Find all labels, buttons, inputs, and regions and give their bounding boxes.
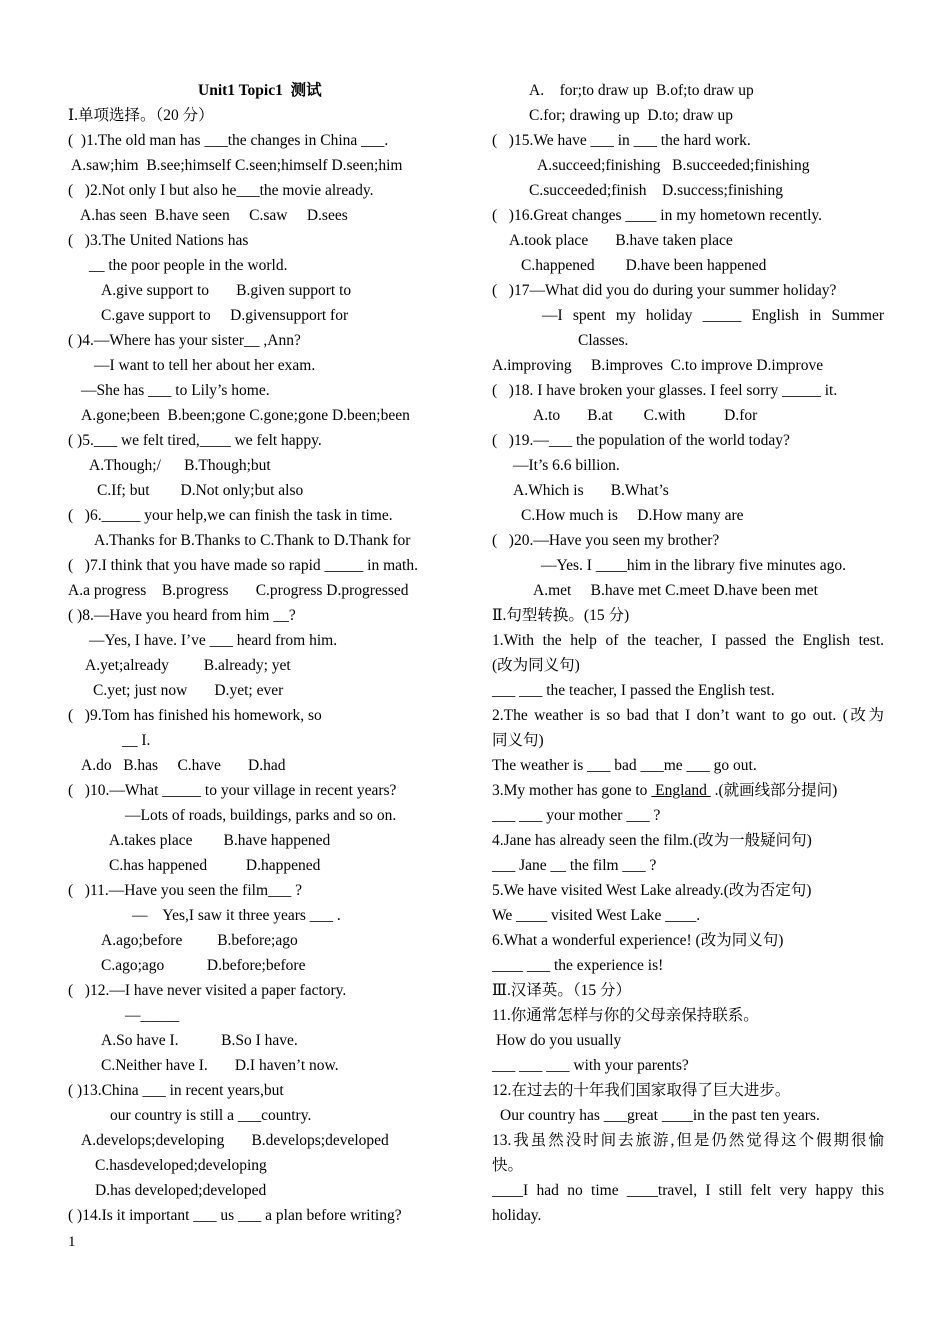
line-text: —Yes. I ____him in the library five minutes ago. (541, 557, 846, 574)
text-line (68, 728, 454, 753)
line-text: C.Neither have I. D.I haven’t now. (101, 1057, 339, 1074)
text-line (492, 628, 884, 653)
text-line (68, 853, 454, 878)
text-line (68, 928, 454, 953)
text-line (68, 1078, 454, 1103)
line-text: ( )7.I think that you have made so rapid _____ in math. (68, 557, 418, 574)
text-line (492, 878, 884, 903)
text-line (492, 903, 884, 928)
line-text: ( )5.___ we felt tired,____ we felt happy. (68, 432, 322, 449)
line-text: ____I had no time ____travel, I still felt very happy this (492, 1182, 884, 1199)
line-text: C.gave support to D.givensupport for (101, 307, 349, 324)
text-line (68, 528, 454, 553)
text-line (68, 1128, 454, 1153)
text-line (492, 653, 884, 678)
line-text: ( )14.Is it important ___ us ___ a plan before writing? (68, 1207, 402, 1224)
line-text: A.saw;him B.see;himself C.seen;himself D.seen;him (71, 157, 403, 174)
line-text: A. for;to draw up B.of;to draw up (529, 82, 754, 99)
text-line (68, 103, 454, 128)
line-text: A.improving B.improves C.to improve D.improve (492, 357, 824, 374)
line-text: —Lots of roads, buildings, parks and so on. (125, 807, 397, 824)
text-line (68, 278, 454, 303)
text-line (492, 803, 884, 828)
line-text: ____ ___ the experience is! (492, 957, 664, 974)
text-line (68, 903, 454, 928)
text-line (492, 1028, 884, 1053)
line-text: 同义句) (492, 732, 544, 749)
line-text: Unit1 Topic1 测试 (198, 82, 322, 99)
line-text: ( )2.Not only I but also he___the movie already. (68, 182, 374, 199)
line-text: A.do B.has C.have D.had (81, 757, 286, 774)
text-line (68, 703, 454, 728)
text-line (492, 1053, 884, 1078)
text-line (68, 803, 454, 828)
text-line (492, 953, 884, 978)
line-text: ( )12.—I have never visited a paper factory. (68, 982, 347, 999)
text-line (68, 953, 454, 978)
line-text: A.Which is B.What’s (513, 482, 669, 499)
line-text: our country is still a ___country. (110, 1107, 312, 1124)
text-line (68, 203, 454, 228)
text-line (68, 328, 454, 353)
line-text: A.to B.at C.with D.for (533, 407, 758, 424)
text-line (492, 853, 884, 878)
text-line (492, 328, 884, 353)
text-line (68, 178, 454, 203)
line-text: —Yes, I have. I’ve ___ heard from him. (89, 632, 338, 649)
text-line (68, 128, 454, 153)
text-line (68, 478, 454, 503)
line-text: A.So have I. B.So I have. (101, 1032, 298, 1049)
line-text: A.Thanks for B.Thanks to C.Thank to D.Thank for (94, 532, 411, 549)
text-line (492, 728, 884, 753)
text-line (492, 153, 884, 178)
text-line (492, 453, 884, 478)
line-text: ( )19.—___ the population of the world today? (492, 432, 790, 449)
line-text: ( )18. I have broken your glasses. I feel sorry _____ it. (492, 382, 838, 399)
line-text: Our country has ___great ____in the past ten years. (500, 1107, 820, 1124)
text-line (492, 403, 884, 428)
text-line (68, 428, 454, 453)
line-text: We ____ visited West Lake ____. (492, 907, 701, 924)
line-text: A.took place B.have taken place (509, 232, 733, 249)
line-text: ___ ___ ___ with your parents? (492, 1057, 689, 1074)
line-text: A.yet;already B.already; yet (85, 657, 291, 674)
text-line (492, 353, 884, 378)
text-line (68, 553, 454, 578)
line-text: 11.你通常怎样与你的父母亲保持联系。 (492, 1007, 759, 1024)
text-line (68, 1203, 454, 1228)
text-line (492, 1203, 884, 1228)
line-text: ___ Jane __ the film ___ ? (492, 857, 657, 874)
line-text: C.hasdeveloped;developing (95, 1157, 267, 1174)
right-column (492, 78, 884, 1228)
text-line (68, 253, 454, 278)
line-text: 3.My mother has gone to (492, 782, 652, 799)
line-text: 6.What a wonderful experience! (改为同义句) (492, 932, 784, 949)
line-text: 1.With the help of the teacher, I passed the English test. (492, 632, 884, 649)
line-text: A.succeed;finishing B.succeeded;finishing (537, 157, 810, 174)
line-text: C.for; drawing up D.to; draw up (529, 107, 734, 124)
line-text: __ the poor people in the world. (89, 257, 288, 274)
line-text: ___ ___ your mother ___ ? (492, 807, 661, 824)
text-line (68, 753, 454, 778)
text-line (492, 178, 884, 203)
text-line (492, 928, 884, 953)
text-line (68, 403, 454, 428)
line-text: C.ago;ago D.before;before (101, 957, 306, 974)
line-text: ( )4.—Where has your sister__ ,Ann? (68, 332, 301, 349)
underlined-answer: England (651, 782, 711, 799)
line-text: A.takes place B.have happened (109, 832, 331, 849)
line-text: ( )9.Tom has finished his homework, so (68, 707, 322, 724)
line-text: A.has seen B.have seen C.saw D.sees (80, 207, 348, 224)
line-text: __ I. (122, 732, 151, 749)
text-line (492, 103, 884, 128)
line-text: —_____ (125, 1007, 180, 1024)
line-text: holiday. (492, 1207, 542, 1224)
line-text: ( )11.—Have you seen the film___ ? (68, 882, 303, 899)
text-line (492, 78, 884, 103)
line-text: A.met B.have met C.meet D.have been met (533, 582, 818, 599)
text-line (68, 453, 454, 478)
text-line (492, 603, 884, 628)
line-text: ( )1.The old man has ___the changes in China ___. (68, 132, 389, 149)
text-line (492, 1003, 884, 1028)
text-line (492, 253, 884, 278)
text-line (492, 1103, 884, 1128)
text-line (68, 303, 454, 328)
text-line (492, 778, 884, 803)
page-number: 1 (68, 1234, 76, 1250)
left-column (68, 78, 454, 1228)
line-text: 快。 (492, 1157, 524, 1174)
line-text: ( )20.—Have you seen my brother? (492, 532, 720, 549)
text-line (68, 503, 454, 528)
line-text: 5.We have visited West Lake already.(改为否定句) (492, 882, 812, 899)
text-line (492, 228, 884, 253)
text-line (68, 828, 454, 853)
line-text: —She has ___ to Lily’s home. (81, 382, 270, 399)
text-line (68, 153, 454, 178)
text-line (492, 1178, 884, 1203)
text-line (492, 378, 884, 403)
text-line (68, 1103, 454, 1128)
line-text: ( )6._____ your help,we can finish the task in time. (68, 507, 393, 524)
text-line (492, 203, 884, 228)
text-line (492, 528, 884, 553)
line-text: 12.在过去的十年我们国家取得了巨大进步。 (492, 1082, 791, 1099)
text-line (492, 578, 884, 603)
line-text: C.If; but D.Not only;but also (97, 482, 304, 499)
line-text: A.develops;developing B.develops;developed (81, 1132, 389, 1149)
text-line (68, 1053, 454, 1078)
line-text: ( )10.—What _____ to your village in recent years? (68, 782, 397, 799)
text-line (68, 778, 454, 803)
line-text: 4.Jane has already seen the film.(改为一般疑问句) (492, 832, 812, 849)
line-text: C.yet; just now D.yet; ever (93, 682, 284, 699)
line-text: ( )16.Great changes ____ in my hometown recently. (492, 207, 822, 224)
text-line (492, 978, 884, 1003)
text-line (68, 78, 454, 103)
line-text: How do you usually (496, 1032, 622, 1049)
line-text: A.Though;/ B.Though;but (89, 457, 271, 474)
text-line (492, 128, 884, 153)
text-line (492, 1153, 884, 1178)
text-line (492, 678, 884, 703)
line-text: ( )15.We have ___ in ___ the hard work. (492, 132, 751, 149)
line-text: ( )13.China ___ in recent years,but (68, 1082, 284, 1099)
line-text: The weather is ___ bad ___me ___ go out. (492, 757, 757, 774)
line-text: C.succeeded;finish D.success;finishing (529, 182, 783, 199)
text-line (68, 978, 454, 1003)
line-text: Ⅰ.单项选择。（20 分） (68, 107, 214, 124)
line-text: Ⅲ.汉译英。（15 分） (492, 982, 631, 999)
text-line (492, 703, 884, 728)
text-line (68, 578, 454, 603)
text-line (492, 1078, 884, 1103)
text-line (68, 1003, 454, 1028)
text-line (492, 1128, 884, 1153)
line-text: A.gone;been B.been;gone C.gone;gone D.been;been (81, 407, 410, 424)
line-text: ( )3.The United Nations has (68, 232, 249, 249)
line-text: ( )8.—Have you heard from him __? (68, 607, 296, 624)
line-text: ( )17—What did you do during your summer holiday? (492, 282, 837, 299)
text-line (492, 828, 884, 853)
text-line (492, 553, 884, 578)
line-text: 13.我虽然没时间去旅游,但是仍然觉得这个假期很愉 (492, 1132, 884, 1149)
text-line (492, 303, 884, 328)
line-text: C.happened D.have been happened (521, 257, 767, 274)
text-line (68, 1153, 454, 1178)
line-text: — Yes,I saw it three years ___ . (132, 907, 341, 924)
line-text-after: .(就画线部分提问) (710, 782, 838, 799)
line-text: C.How much is D.How many are (521, 507, 744, 524)
text-line (68, 228, 454, 253)
line-text: —It’s 6.6 billion. (513, 457, 620, 474)
line-text: Ⅱ.句型转换。(15 分) (492, 607, 630, 624)
line-text: 2.The weather is so bad that I don’t want to go out. (改为 (492, 707, 884, 724)
line-text: A.ago;before B.before;ago (101, 932, 298, 949)
line-text: (改为同义句) (492, 657, 580, 674)
line-text: D.has developed;developed (95, 1182, 267, 1199)
text-line (68, 1178, 454, 1203)
text-line (68, 628, 454, 653)
line-text: A.give support to B.given support to (101, 282, 352, 299)
text-line (492, 428, 884, 453)
text-line (68, 353, 454, 378)
line-text: —I spent my holiday _____ English in Summer (542, 307, 884, 324)
line-text: A.a progress B.progress C.progress D.progressed (68, 582, 409, 599)
text-line (492, 753, 884, 778)
line-text: Classes. (578, 332, 629, 349)
line-text: C.has happened D.happened (109, 857, 321, 874)
text-line (492, 278, 884, 303)
text-line (68, 603, 454, 628)
line-text: ___ ___ the teacher, I passed the English test. (492, 682, 775, 699)
text-line (68, 653, 454, 678)
text-line (68, 1028, 454, 1053)
text-line (68, 378, 454, 403)
text-line (492, 503, 884, 528)
text-line (68, 678, 454, 703)
line-text: —I want to tell her about her exam. (94, 357, 316, 374)
text-line (68, 878, 454, 903)
text-line (492, 478, 884, 503)
